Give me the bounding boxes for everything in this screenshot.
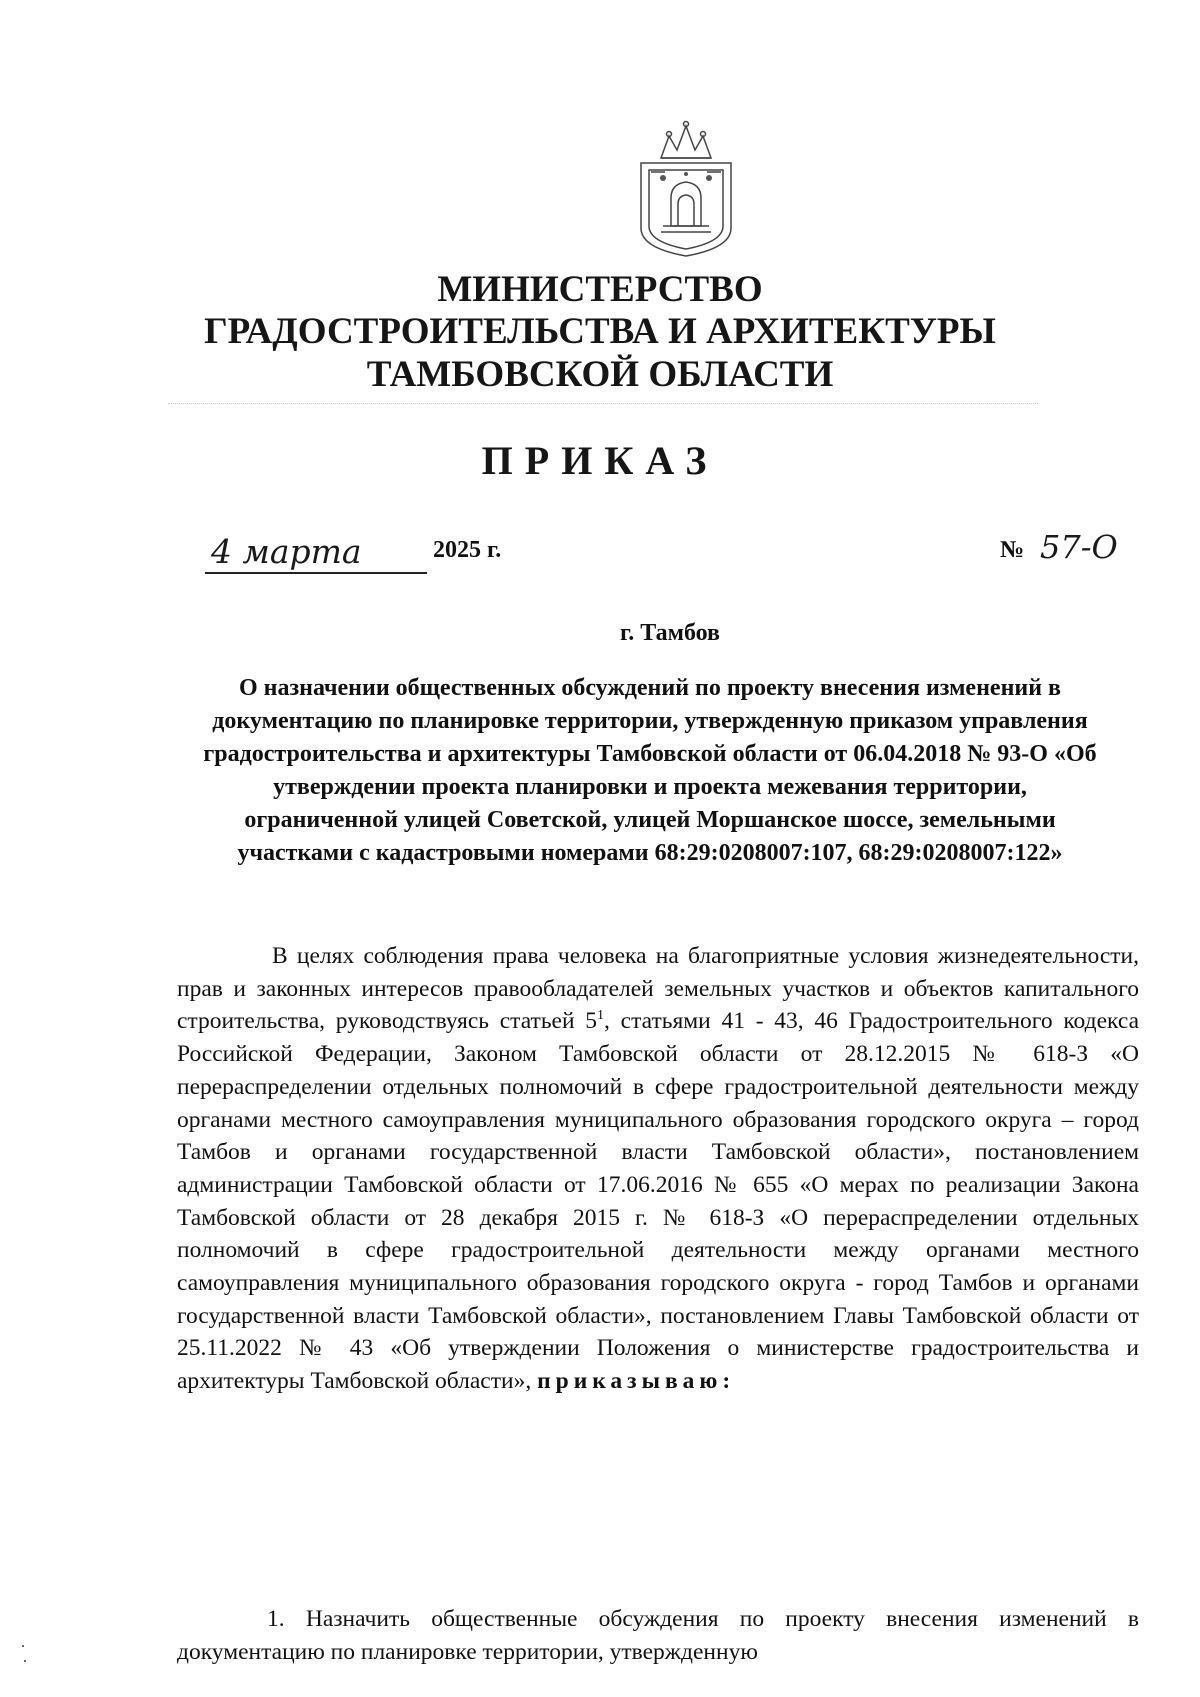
tambov-coat-of-arms-icon [631,118,741,260]
city-line: г. Тамбов [620,620,720,646]
preamble-text-part2: , статьями 41 - 43, 46 Градостроительного кодекса Российской Федерации, Законом Тамбовской области от 28.12.2015 № 618-З «О перераспределении отдельных полномочий в сфере градостроительной деятельности между органами местного самоуправления муниципального образования городского округа – город Тамбов и органами государственной власти Тамбовской области», постановлением администрации Тамбовской области от 17.06.2016 № 655 «О мерах по реализации Закона Тамбовской области от 28 декабря 2015 г. № 618-З «О перераспределении отдельных полномочий в сфере градостроительной деятельности между органами местного самоуправления муниципального образования городского округа - город Тамбов и органами государственной власти Тамбовской области», постановлением Главы Тамбовской области от 25.11.2022 № 43 «Об утверждении Положения о министерстве градостроительства и архитектуры Тамбовской области», [177,1008,1139,1395]
handwritten-date: 4 марта [205,530,427,574]
document-type-title: ПРИКАЗ [481,438,719,483]
coat-of-arms-emblem [631,118,741,260]
ministry-name-line-1: МИНИСТЕРСТВО [437,269,763,310]
item-1-text: Назначить общественные обсуждения по проекту внесения изменений в документацию по планировке территории, утвержденную [177,1606,1140,1665]
scan-speck [24,1660,26,1662]
ministry-name-line-2: ГРАДОСТРОИТЕЛЬСТВА И АРХИТЕКТУРЫ [204,311,996,352]
scan-speck [22,1645,24,1647]
article-superscript: 1 [597,1008,605,1024]
date-year: 2025 г. [433,537,502,563]
preamble-paragraph [177,940,1139,1398]
preamble-text-part1: В целях соблюдения права человека на благоприятные условия жизнедеятельности, прав и законных интересов правообладателей земельных участков и объектов капитального строительства, руководствуясь статьей 5 [177,943,1139,1035]
item-1-paragraph [177,1603,1139,1669]
item-1-number: 1. [267,1606,285,1632]
handwritten-order-number: 57-О [1040,528,1118,566]
order-subject: О назначении общественных обсуждений по проекту внесения изменений в документацию по планировке территории, утвержденную приказом управления градостроительства и архитектуры Тамбовской области от 06.04.2018 № 93-О «Об утверждении проекта планировки и проекта межевания территории, ограниченной улицей Советской, улицей Моршанское шоссе, земельными участками с кадастровыми номерами 68:29:0208007:107, 68:29:0208007:122» [203,675,1097,866]
order-number-label: № [1000,537,1025,563]
header-divider [168,403,1038,404]
order-operative-word: приказываю: [537,1368,736,1395]
ministry-name-line-3: ТАМБОВСКОЙ ОБЛАСТИ [366,354,834,395]
